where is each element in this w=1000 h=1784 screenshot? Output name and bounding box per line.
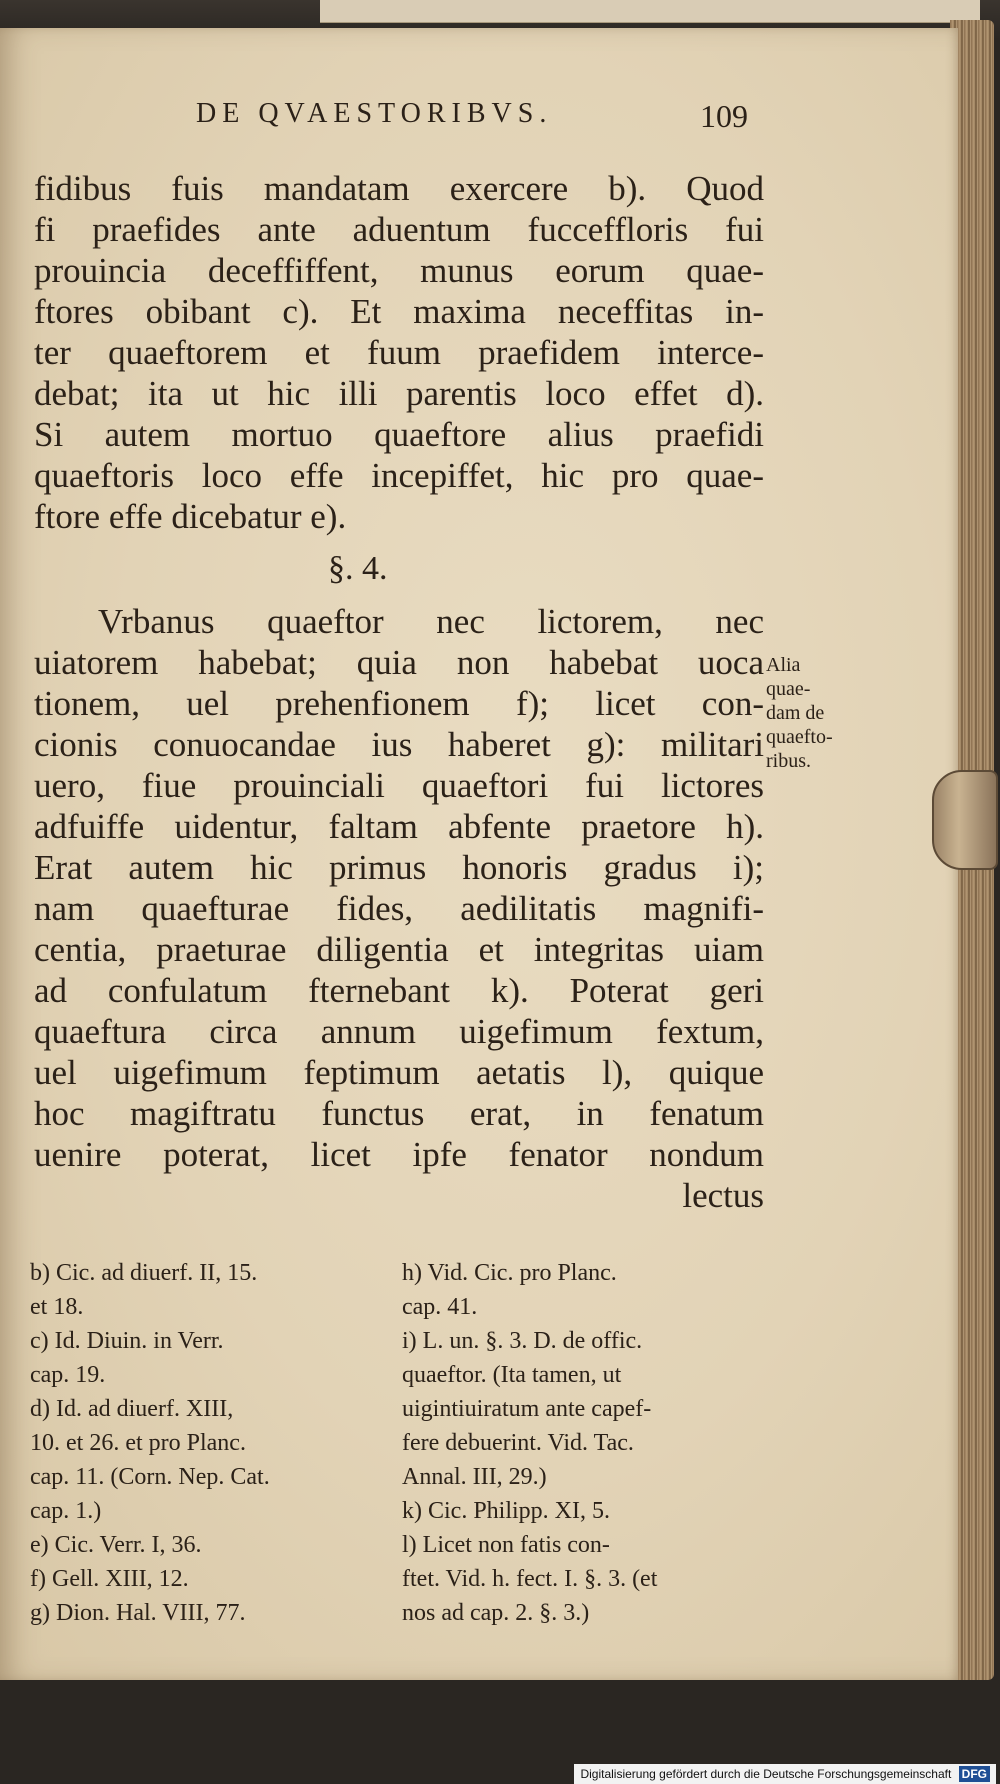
footnote-line: fere debuerint. Vid. Tac. xyxy=(402,1430,634,1456)
footnote-line: cap. 41. xyxy=(402,1294,478,1320)
footnote-line: cap. 11. (Corn. Nep. Cat. xyxy=(30,1464,270,1490)
footnote-line: f) Gell. XIII, 12. xyxy=(30,1566,189,1592)
text-line: quaeftura circa annum uigefimum fextum, xyxy=(34,1012,764,1051)
dfg-logo: DFG xyxy=(959,1766,990,1782)
margin-note-line: Alia xyxy=(766,654,801,676)
text-line: prouincia deceffiffent, munus eorum quae- xyxy=(34,251,764,290)
book-page xyxy=(0,28,958,1680)
text-line: ad confulatum fternebant k). Poterat geri xyxy=(34,971,764,1010)
text-line: Erat autem hic primus honoris gradus i); xyxy=(34,848,764,887)
text-line: centia, praeturae diligentia et integritas uiam xyxy=(34,930,764,969)
footnote-line: d) Id. ad diuerf. XIII, xyxy=(30,1396,234,1422)
margin-note-line: quae- xyxy=(766,678,811,700)
text-line: nam quaefturae fides, aedilitatis magnifi- xyxy=(34,889,764,928)
margin-note-line: quaefto- xyxy=(766,726,833,748)
footnote-line: g) Dion. Hal. VIII, 77. xyxy=(30,1600,246,1626)
text-line: tionem, uel prehenfionem f); licet con- xyxy=(34,684,764,723)
next-page-edge xyxy=(320,0,980,23)
text-line: uel uigefimum feptimum aetatis l), quique xyxy=(34,1053,764,1092)
text-line: fi praefides ante aduentum fucceffloris fui xyxy=(34,210,764,249)
text-line: Si autem mortuo quaeftore alius praefidi xyxy=(34,415,764,454)
footnote-line: i) L. un. §. 3. D. de offic. xyxy=(402,1328,643,1354)
text-line: hoc magiftratu functus erat, in fenatum xyxy=(34,1094,764,1133)
running-head xyxy=(0,98,958,138)
footnote-line: 10. et 26. et pro Planc. xyxy=(30,1430,246,1456)
footnote-line: cap. 1.) xyxy=(30,1498,102,1524)
main-text xyxy=(34,168,764,1216)
text-line: uenire poterat, licet ipfe fenator nondum xyxy=(34,1135,764,1174)
text-line: fidibus fuis mandatam exercere b). Quod xyxy=(34,169,764,208)
section-heading: §. 4. xyxy=(328,550,388,587)
footnote-line: uigintiuiratum ante capef- xyxy=(402,1396,652,1422)
footnote-line: cap. 19. xyxy=(30,1362,106,1388)
footnote-line: l) Licet non fatis con- xyxy=(402,1532,610,1558)
footnote-line: et 18. xyxy=(30,1294,84,1320)
text-line: debat; ita ut hic illi parentis loco effet d). xyxy=(34,374,764,413)
footnote-line: b) Cic. ad diuerf. II, 15. xyxy=(30,1260,258,1286)
footnote-line: Annal. III, 29.) xyxy=(402,1464,547,1490)
attribution-text: Digitalisierung gefördert durch die Deutsche Forschungsgemeinschaft xyxy=(580,1767,952,1781)
page-number: 109 xyxy=(700,98,748,134)
footnote-line: h) Vid. Cic. pro Planc. xyxy=(402,1260,617,1286)
text-line: ftore effe dicebatur e). xyxy=(34,497,347,536)
margin-note-line: dam de xyxy=(766,702,825,724)
text-line: quaeftoris loco effe incepiffet, hic pro quae- xyxy=(34,456,764,495)
footnotes-left-column xyxy=(30,1256,380,1630)
footnote-line: ftet. Vid. h. fect. I. §. 3. (et xyxy=(402,1566,658,1592)
text-line: ftores obibant c). Et maxima neceffitas in- xyxy=(34,292,764,331)
digitization-attribution xyxy=(574,1764,996,1784)
running-head-title: DE QVAESTORIBVS. xyxy=(196,98,553,129)
text-line: Vrbanus quaeftor nec lictorem, nec xyxy=(98,602,764,641)
footnote-line: e) Cic. Verr. I, 36. xyxy=(30,1532,202,1558)
bookmark-ribbon xyxy=(932,770,998,870)
footnote-line: k) Cic. Philipp. XI, 5. xyxy=(402,1498,610,1524)
footnote-line: nos ad cap. 2. §. 3.) xyxy=(402,1600,590,1626)
margin-note xyxy=(766,653,876,773)
text-line: ter quaeftorem et fuum praefidem interce- xyxy=(34,333,764,372)
footnote-line: quaeftor. (Ita tamen, ut xyxy=(402,1362,622,1388)
footnote-line: c) Id. Diuin. in Verr. xyxy=(30,1328,224,1354)
text-line: adfuiffe uidentur, faltam abfente praetore h). xyxy=(34,807,764,846)
footnotes-right-column xyxy=(402,1256,752,1630)
margin-note-line: ribus. xyxy=(766,750,811,772)
text-line: uero, fiue prouinciali quaeftori fui lictores xyxy=(34,766,764,805)
text-line: cionis conuocandae ius haberet g): militari xyxy=(34,725,764,764)
catchword: lectus xyxy=(682,1176,764,1215)
text-line: uiatorem habebat; quia non habebat uoca xyxy=(34,643,764,682)
